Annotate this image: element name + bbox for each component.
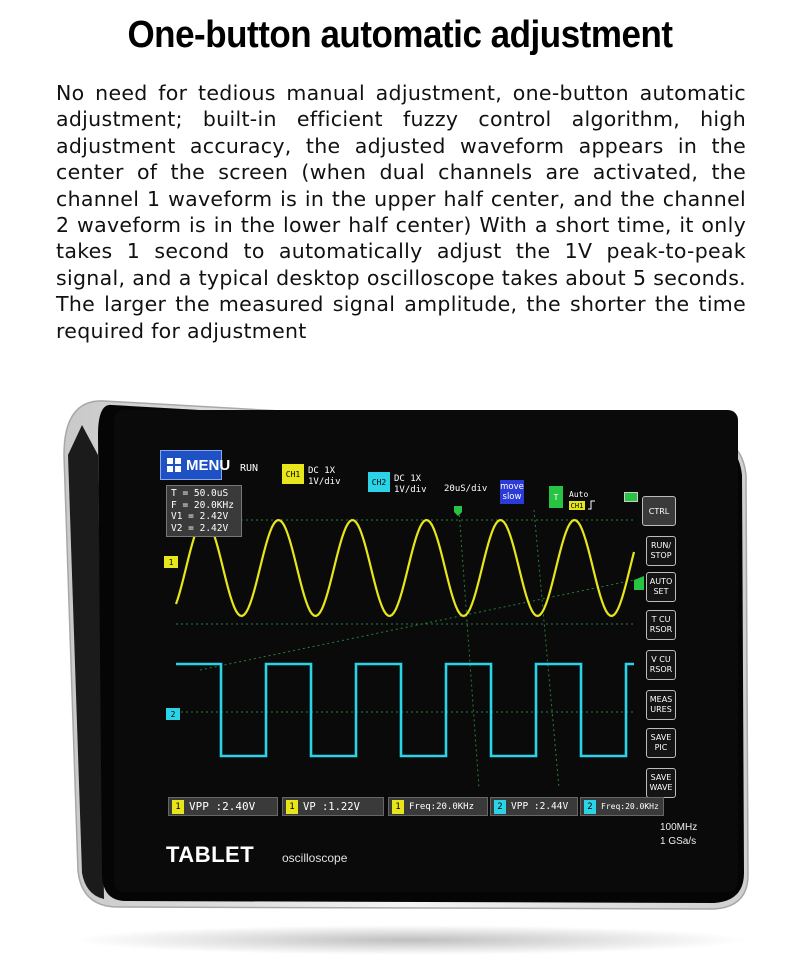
measurement-value: VPP :2.40V	[189, 800, 256, 813]
ch1-trigger-level-marker	[634, 576, 644, 590]
trigger-position-marker	[454, 506, 462, 516]
device-shadow	[70, 925, 750, 955]
ch1-tag[interactable]: CH1	[282, 464, 304, 484]
timebase-readout[interactable]: 20uS/div	[444, 484, 488, 494]
readout-f: F = 20.0KHz	[171, 499, 234, 511]
measurement-value: Freq:20.0KHz	[409, 801, 475, 812]
ch1-sine-waveform	[176, 520, 634, 616]
ctrl-button[interactable]: CTRL	[642, 496, 676, 526]
measurement-value: Freq:20.0KHz	[601, 802, 659, 811]
bandwidth-spec: 100MHz	[660, 822, 698, 833]
voltage-cursor-button[interactable]: V CU RSOR	[646, 650, 676, 680]
move-label: move	[500, 482, 524, 492]
page-heading: One-button automatic adjustment	[127, 14, 673, 56]
ch2-coupling: DC 1X	[394, 474, 422, 484]
battery-icon	[624, 492, 638, 502]
measurement-ch2-freq	[580, 797, 664, 816]
measurement-ch2-vpp	[490, 797, 578, 816]
readout-v1: V1 = 2.42V	[171, 511, 229, 522]
menu-button[interactable]	[160, 450, 231, 480]
ch2-tag[interactable]: CH2	[368, 472, 390, 492]
ch2-level-marker[interactable]: 2	[166, 708, 180, 720]
ch2-badge: 2	[494, 800, 506, 814]
run-state: RUN	[240, 463, 259, 474]
rising-edge-icon	[588, 500, 595, 510]
description-text: No need for tedious manual adjustment, one-button automatic adjustment; built-in efficient fuzzy control algorithm, high adjustment accuracy, the adjusted waveform appears in the center of the screen (when dual channels are activated, the channel 1 waveform is in the upper half center, and the channel 2 waveform is in the lower half center) With a short time, it only takes 1 second to automatically adjust the 1V peak-to-peak signal, and a typical desktop oscilloscope takes about 5 seconds. The larger the measured signal amplitude, the shorter the time required for adjustment	[56, 81, 746, 343]
measurement-value: VPP :2.44V	[511, 801, 569, 812]
ch2-square-waveform	[176, 664, 634, 756]
oscilloscope-screen	[114, 410, 738, 892]
ch1-scale: 1V/div	[308, 477, 341, 487]
brand-subtitle: oscilloscope	[282, 851, 348, 865]
ch1-level-marker[interactable]: 1	[164, 556, 178, 568]
ch1-badge: 1	[286, 800, 298, 814]
grid-icon	[167, 458, 181, 472]
measurement-ch1-vpp	[168, 797, 278, 816]
trigger-source: CH1	[570, 501, 584, 510]
measurement-value: VP :1.22V	[303, 800, 360, 813]
ch2-scale: 1V/div	[394, 485, 427, 495]
ch1-badge: 1	[172, 800, 184, 814]
auto-set-button[interactable]: AUTO SET	[646, 572, 676, 602]
brand-logo: TABLET	[166, 842, 255, 867]
ch1-badge: 1	[392, 800, 404, 814]
trigger-mode: Auto	[569, 490, 589, 499]
speed-label: slow	[502, 492, 522, 502]
cursor-readout-box	[166, 485, 242, 537]
sample-rate-spec: 1 GSa/s	[660, 836, 697, 847]
readout-v2: V2 = 2.42V	[171, 522, 229, 534]
ch1-coupling: DC 1X	[308, 466, 336, 476]
ch2-badge: 2	[584, 800, 596, 814]
save-wave-button[interactable]: SAVE WAVE	[646, 768, 676, 798]
time-cursor-button[interactable]: T CU RSOR	[646, 610, 676, 640]
waveform-display	[114, 410, 738, 892]
run-stop-button[interactable]: RUN/ STOP	[646, 536, 676, 566]
trigger-tag[interactable]: T	[549, 486, 563, 508]
move-speed-button[interactable]	[500, 480, 524, 504]
save-pic-button[interactable]: SAVE PIC	[646, 728, 676, 758]
measurement-ch1-freq	[388, 797, 488, 816]
readout-t: T = 50.0uS	[171, 488, 229, 499]
menu-label: MENU	[186, 456, 231, 474]
measurement-ch1-vp	[282, 797, 384, 816]
measures-button[interactable]: MEAS URES	[646, 690, 676, 720]
